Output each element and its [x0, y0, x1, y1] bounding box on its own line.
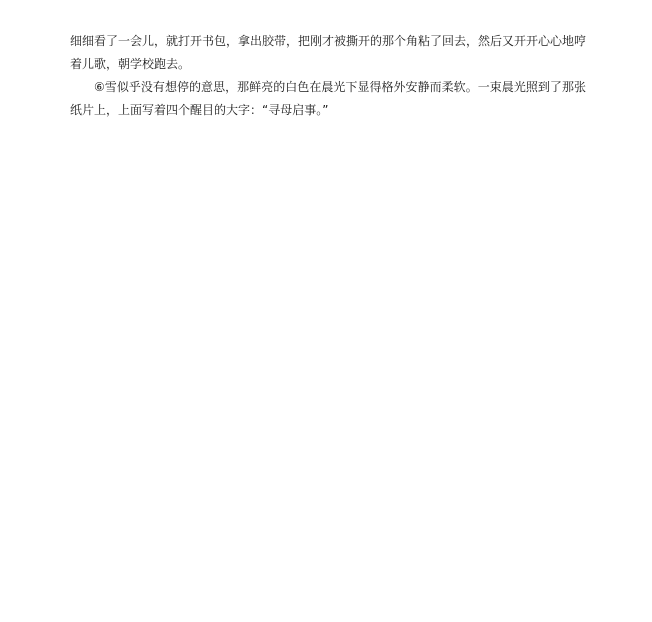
article-body: [70, 30, 586, 122]
paragraph-continued: 细细看了一会儿，就打开书包，拿出胶带，把刚才被撕开的那个角粘了回去，然后又开开心心地哼着儿歌，朝学校跑去。: [70, 34, 587, 71]
paragraph-6: ⑥雪似乎没有想停的意思，那鲜亮的白色在晨光下显得格外安静而柔软。一束晨光照到了那张纸片上，上面写着四个醒目的大字：“寻母启事。”: [70, 80, 586, 117]
